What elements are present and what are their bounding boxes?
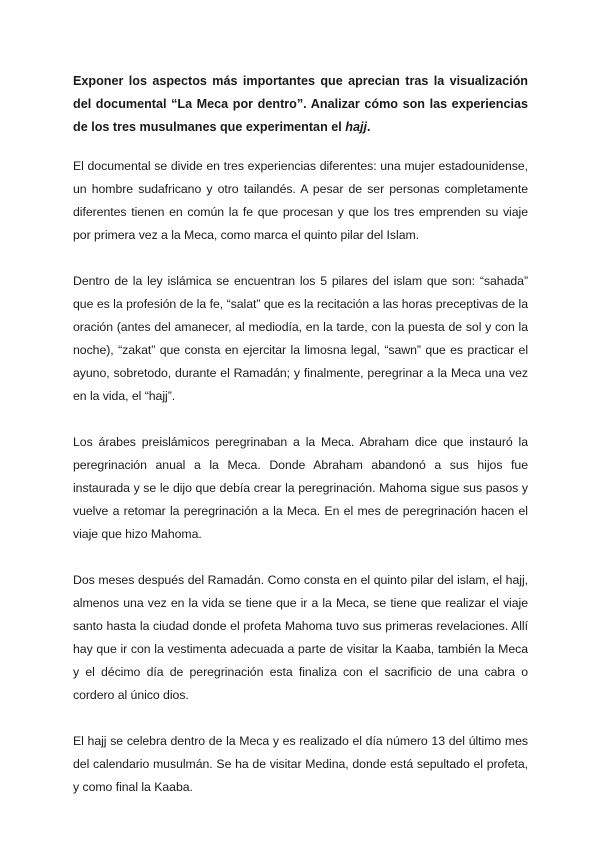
- document-page: [73, 70, 528, 822]
- paragraph-pillars: Dentro de la ley islámica se encuentran los 5 pilares del islam que son: “sahada” que es la profesión de la fe, “salat” que es la recitación a las horas preceptivas de la oración (antes del amanecer, al mediodía, en la tarde, con la puesta de sol y con la noche), “zakat” que consta en ejercitar la limosna legal, “sawn” que es practicar el ayuno, sobretodo, durante el Ramadán; y finalmente, peregrinar a la Meca una vez en la vida, el “hajj”.: [73, 274, 528, 403]
- heading-text: Exponer los aspectos más importantes que aprecian tras la visualización del documental “La Meca por dentro”. Analizar cómo son las experiencias de los tres musulmanes que experimentan el: [73, 74, 528, 134]
- paragraph-history: Los árabes preislámicos peregrinaban a la Meca. Abraham dice que instauró la peregrinación anual a la Meca. Donde Abraham abandonó a sus hijos fue instaurada y se le dijo que debía crear la peregrinación. Mahoma sigue sus pasos y vuelve a retomar la peregrinación a la Meca. En el mes de peregrinación hacen el viaje que hizo Mahoma.: [73, 435, 528, 541]
- paragraph-experiences: El documental se divide en tres experiencias diferentes: una mujer estadounidense, un hombre sudafricano y otro tailandés. A pesar de ser personas completamente diferentes tienen en común la fe que procesan y que los tres emprenden su viaje por primera vez a la Meca, como marca el quinto pilar del Islam.: [73, 159, 528, 242]
- heading-end: .: [366, 120, 371, 134]
- paragraph-hajj-date: El hajj se celebra dentro de la Meca y es realizado el día número 13 del último mes del calendario musulmán. Se ha de visitar Medina, donde está sepultado el profeta, y como final la Kaaba.: [73, 734, 528, 794]
- paragraph-pilgrimage: Dos meses después del Ramadán. Como consta en el quinto pilar del islam, el hajj, almenos una vez en la vida se tiene que ir a la Meca, se tiene que realizar el viaje santo hasta la ciudad donde el profeta Mahoma tuvo sus primeras revelaciones. Allí hay que ir con la vestimenta adecuada a parte de visitar la Kaaba, también la Meca y el décimo día de peregrinación esta finaliza con el sacrificio de una cabra o cordero al único dios.: [73, 573, 528, 702]
- assignment-heading: [73, 70, 528, 139]
- heading-emphasis: hajj: [345, 120, 367, 134]
